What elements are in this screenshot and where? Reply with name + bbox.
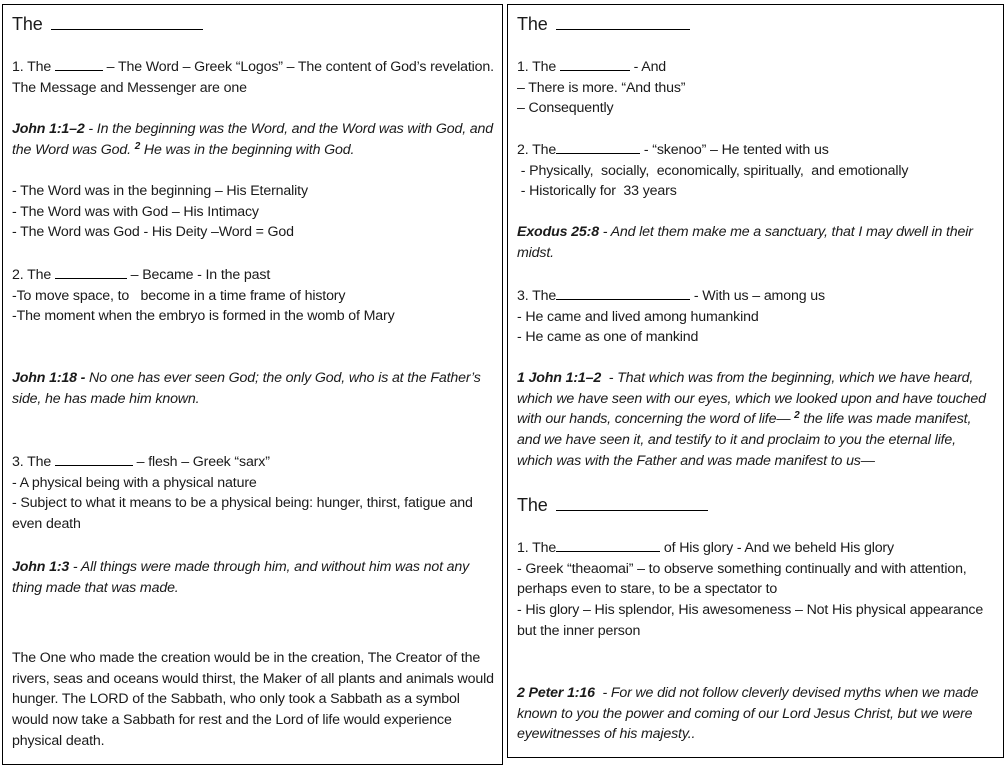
list-item: - The Word was with God – His Intimacy — [12, 203, 259, 220]
right-point-2 — [517, 139, 995, 202]
point-1-fill-in-blank[interactable] — [55, 56, 103, 71]
verse-number: 2 — [794, 410, 800, 422]
point-3-prefix: 3. The — [12, 454, 52, 470]
verse-number: 2 — [134, 140, 141, 152]
point-3-text: - With us – among us — [693, 288, 825, 304]
point-2-title — [517, 139, 995, 161]
verse-text-continued: the life was made manifest, and we have seen it, and testify to it and proclaim to you the eternal life, which was with the Father and was made manifest to us— — [517, 411, 972, 469]
verse-reference: John 1:3 — [12, 559, 70, 575]
point-1-prefix: 1. The — [12, 59, 52, 75]
point-4-text: of His glory - And we beheld His glory — [663, 540, 894, 556]
left-verse-john-1-1 — [12, 119, 494, 160]
verse-reference: Exodus 25:8 — [517, 224, 599, 240]
list-item: - The Word was in the beginning – His Eternality — [12, 183, 308, 199]
point-1-text: – The Word – Greek “Logos” – The content of God’s revelation. The Message and Messenger are one — [12, 59, 494, 96]
heading-fill-in-blank[interactable] — [556, 493, 708, 511]
point-1-prefix: 1. The — [517, 59, 557, 75]
left-closing-paragraph — [12, 648, 494, 752]
point-3-fill-in-blank[interactable] — [55, 451, 133, 466]
heading-fill-in-blank[interactable] — [556, 12, 690, 30]
verse-separator: - — [601, 370, 618, 386]
point-2-fill-in-blank[interactable] — [556, 139, 640, 154]
point-4-title — [517, 537, 995, 559]
right-point-1 — [517, 56, 995, 119]
left-section-heading — [12, 12, 494, 35]
point-3-title — [12, 451, 494, 473]
verse-reference: John 1:1–2 — [12, 121, 85, 137]
point-2-fill-in-blank[interactable] — [55, 264, 127, 279]
verse-reference: 2 Peter 1:16 — [517, 685, 595, 701]
point-3-fill-in-blank[interactable] — [556, 285, 690, 300]
right-section-heading-2 — [517, 493, 995, 516]
list-item: - Greek “theaomai” – to observe something continually and with attention, perhaps even to stare, to be a spectator to — [517, 560, 967, 598]
heading-fill-in-blank[interactable] — [51, 12, 203, 30]
list-item: – Consequently — [517, 100, 614, 117]
left-point-1 — [12, 56, 494, 98]
point-1-title — [517, 56, 995, 78]
verse-text: All things were made through him, and without him was not any thing made that was made. — [12, 559, 470, 596]
verse-text: And let them make me a sanctuary, that I may dwell in their midst. — [517, 224, 973, 261]
point-3-title — [517, 285, 995, 307]
verse-text: In the beginning was the Word, and the Word was with God, and the Word was God. — [12, 121, 494, 158]
right-point-3 — [517, 285, 995, 348]
point-2-text: – Became - In the past — [130, 267, 271, 283]
point-3-text: – flesh – Greek “sarx” — [136, 454, 270, 470]
list-item: - Physically, socially, economically, spiritually, and emotionally — [517, 162, 909, 179]
right-point-4 — [517, 537, 995, 642]
right-verse-2-peter-1-16 — [517, 683, 995, 745]
left-word-list — [12, 181, 494, 243]
right-notes-panel — [507, 4, 1004, 758]
point-4-fill-in-blank[interactable] — [556, 537, 660, 552]
heading-text: The — [517, 495, 548, 515]
list-item: - Subject to what it means to be a physical being: hunger, thirst, fatigue and even death — [12, 495, 473, 533]
heading-text: The — [517, 14, 548, 34]
verse-reference: John 1:18 - — [12, 370, 86, 386]
list-item: - A physical being with a physical nature — [12, 474, 257, 491]
left-point-3 — [12, 451, 494, 535]
list-item: – There is more. “And thus” — [517, 79, 686, 96]
point-1-text: - And — [633, 59, 667, 75]
left-point-2 — [12, 264, 494, 327]
list-item: -To move space, to become in a time frame of history — [12, 287, 346, 304]
list-item: -The moment when the embryo is formed in the womb of Mary — [12, 308, 395, 325]
paragraph-text: The One who made the creation would be in the creation, The Creator of the rivers, seas and oceans would thirst, the Maker of all plants and animals would hunger. The LORD of the Sabbath, who only took a Sabbath as a symbol would now take a Sabbath for rest and the Lord of life would experience physical death. — [12, 650, 494, 749]
right-verse-1-john-1-1 — [517, 368, 995, 472]
verse-text-continued: He was in the beginning with God. — [143, 141, 355, 158]
left-verse-john-1-3 — [12, 557, 494, 598]
verse-text: No one has ever seen God; the only God, who is at the Father’s side, he has made him known. — [12, 370, 481, 407]
right-verse-exodus-25-8 — [517, 222, 995, 263]
verse-separator: - — [594, 685, 611, 701]
point-4-prefix: 1. The — [517, 540, 557, 556]
point-3-prefix: 3. The — [517, 288, 557, 304]
point-2-title — [12, 264, 494, 286]
point-2-prefix: 2. The — [12, 267, 52, 283]
point-2-prefix: 2. The — [517, 142, 557, 158]
list-item: - His glory – His splendor, His awesomeness – Not His physical appearance but the inner person — [517, 602, 984, 639]
left-notes-panel — [2, 4, 503, 765]
list-item: - He came and lived among humankind — [517, 308, 759, 325]
list-item: - Historically for 33 years — [517, 183, 677, 200]
verse-separator: - — [598, 224, 611, 240]
list-item: - He came as one of mankind — [517, 329, 699, 346]
heading-text: The — [12, 14, 43, 34]
verse-reference: 1 John 1:1–2 — [517, 370, 602, 386]
verse-text: That which was from the beginning, which we have heard, which we have seen with our eyes, which we looked upon and have touched with our hands, concerning the word of life— — [517, 370, 986, 428]
point-2-text: - “skenoo” – He tented with us — [643, 142, 829, 158]
verse-separator: - — [84, 121, 97, 137]
left-verse-john-1-18 — [12, 368, 494, 409]
verse-separator: - — [69, 559, 81, 575]
point-1-fill-in-blank[interactable] — [560, 56, 630, 71]
verse-text: For we did not follow cleverly devised myths when we made known to you the power and coming of our Lord Jesus Christ, but we were eyewitnesses of his majesty.. — [517, 685, 979, 743]
right-section-heading-1 — [517, 12, 995, 35]
list-item: - The Word was God - His Deity –Word = God — [12, 224, 294, 241]
